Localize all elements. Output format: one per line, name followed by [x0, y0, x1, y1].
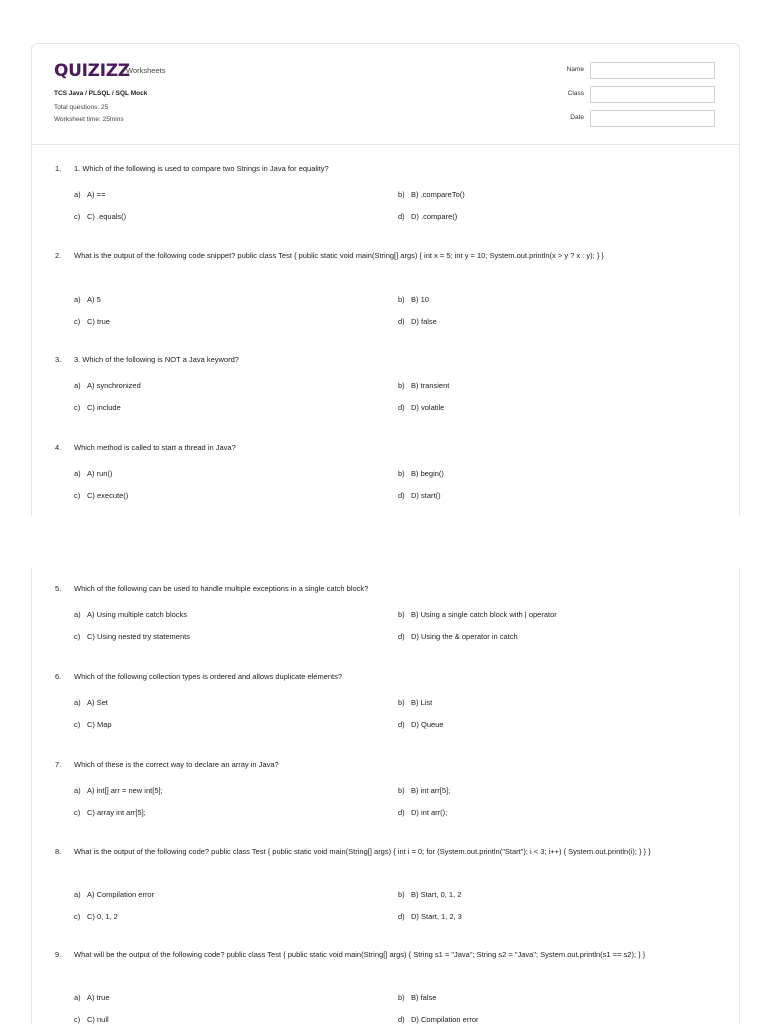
logo-subtitle: Worksheets [126, 66, 166, 75]
option-a: a) A) Set [74, 698, 108, 707]
option-a: a) A) int[] arr = new int[5]; [74, 786, 163, 795]
class-label: Class [567, 90, 584, 97]
name-field[interactable] [590, 62, 715, 79]
worksheet-time: Worksheet time: 25mins [54, 116, 124, 123]
option-a: a) A) synchronized [74, 381, 141, 390]
question-text: Which of the following can be used to handle multiple exceptions in a single catch block? [74, 584, 369, 593]
option-c: c) C) include [74, 403, 121, 412]
option-b: b) B) List [398, 698, 433, 707]
option-d: d) D) Queue [398, 720, 444, 729]
option-a: a) A) Using multiple catch blocks [74, 610, 188, 619]
option-d: d) D) Using the & operator in catch [398, 632, 518, 641]
option-a: a) A) 5 [74, 295, 101, 304]
worksheet-page-2 [31, 568, 740, 1024]
question-text: Which of these is the correct way to declare an array in Java? [74, 760, 279, 769]
option-d: d) D) Start, 1, 2, 3 [398, 912, 462, 921]
worksheet-header [32, 44, 739, 145]
option-b: b) B) false [398, 993, 437, 1002]
option-c: c) C) array int arr[5]; [74, 808, 146, 817]
option-b: b) B) begin() [398, 469, 444, 478]
date-label: Date [570, 114, 584, 121]
question-number: 9. [55, 950, 62, 959]
question-number: 2. [55, 251, 62, 260]
question-number: 5. [55, 584, 62, 593]
option-c: c) C) 0, 1, 2 [74, 912, 118, 921]
option-b: b) B) .compareTo() [398, 190, 465, 199]
worksheet-title: TCS Java / PLSQL / SQL Mock [54, 90, 148, 97]
worksheet-page-1 [31, 43, 740, 516]
option-d: d) D) false [398, 317, 437, 326]
question-text: What is the output of the following code snippet? public class Test { public static void main(String[] args) { int x = 5; int y = 10; System.out.println(x > y ? x : y); } } [74, 251, 604, 260]
option-b: b) B) transient [398, 381, 450, 390]
option-c: c) C) Map [74, 720, 112, 729]
name-label: Name [566, 66, 584, 73]
date-field[interactable] [590, 110, 715, 127]
question-number: 6. [55, 672, 62, 681]
option-c: c) C) execute() [74, 491, 129, 500]
option-a: a) A) run() [74, 469, 113, 478]
total-questions: Total questions: 25 [54, 104, 109, 111]
option-a: a) A) Compilation error [74, 890, 155, 899]
option-d: d) D) .compare() [398, 212, 458, 221]
option-c: c) C) .equals() [74, 212, 127, 221]
option-b: b) B) Using a single catch block with | operator [398, 610, 557, 619]
question-text: What is the output of the following code? public class Test { public static void main(String[] args) { int i = 0; for (System.out.println("Start"); i < 3; i++) { System.out.println(i); } } } [74, 847, 651, 856]
option-b: b) B) 10 [398, 295, 429, 304]
option-a: a) A) true [74, 993, 110, 1002]
question-text: Which of the following collection types is ordered and allows duplicate elements? [74, 672, 343, 681]
option-c: c) C) true [74, 317, 110, 326]
question-number: 4. [55, 443, 62, 452]
question-number: 8. [55, 847, 62, 856]
option-d: d) D) Compilation error [398, 1015, 479, 1024]
question-text: 1. Which of the following is used to compare two Strings in Java for equality? [74, 164, 329, 173]
question-number: 1. [55, 164, 62, 173]
option-a: a) A) == [74, 190, 106, 199]
question-number: 3. [55, 355, 62, 364]
question-text: 3. Which of the following is NOT a Java keyword? [74, 355, 239, 364]
option-c: c) C) Using nested try statements [74, 632, 190, 641]
option-b: b) B) Start, 0, 1, 2 [398, 890, 462, 899]
question-number: 7. [55, 760, 62, 769]
option-b: b) B) int arr[5]; [398, 786, 451, 795]
quizizz-logo: QUIZIZZ [54, 61, 130, 81]
option-d: d) D) volatile [398, 403, 445, 412]
option-d: d) D) int arr(); [398, 808, 448, 817]
option-c: c) C) null [74, 1015, 109, 1024]
class-field[interactable] [590, 86, 715, 103]
question-text: Which method is called to start a thread in Java? [74, 443, 236, 452]
question-text: What will be the output of the following code? public class Test { public static void main(String[] args) { String s1 = "Java"; String s2 = "Java"; System.out.println(s1 == s2); } } [74, 950, 646, 959]
option-d: d) D) start() [398, 491, 441, 500]
